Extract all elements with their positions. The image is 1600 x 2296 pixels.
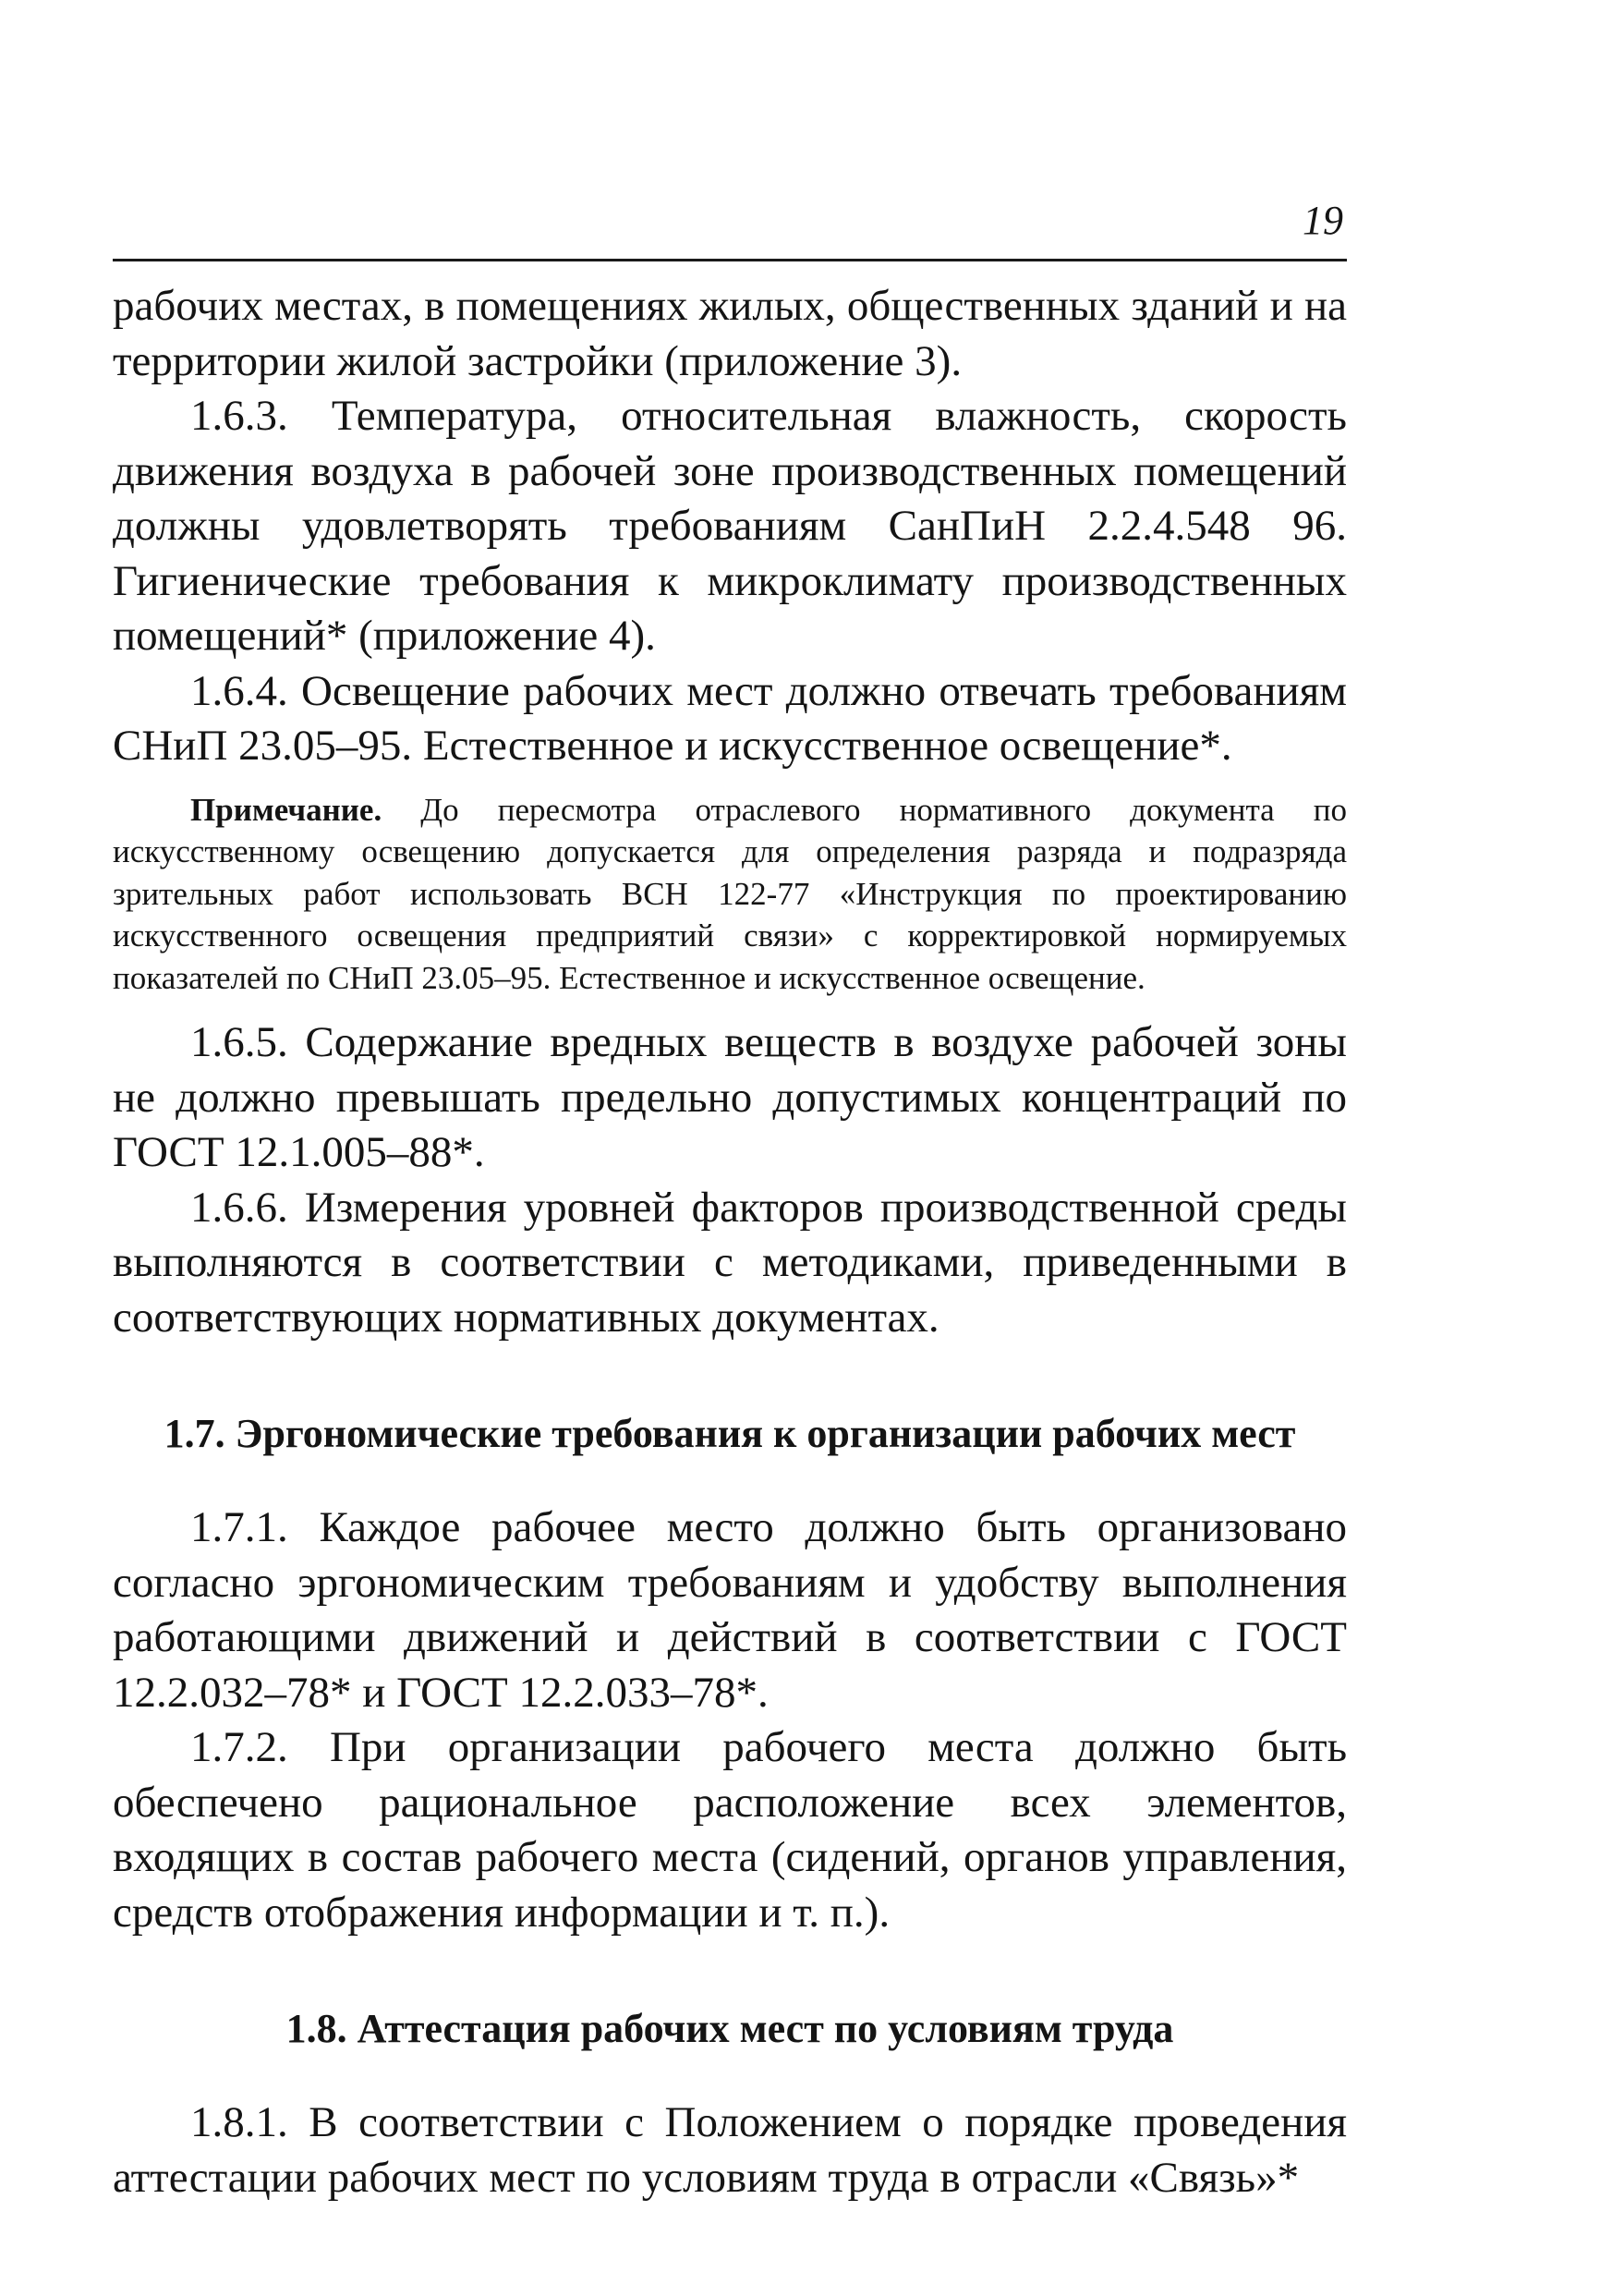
paragraph-1-7-2: 1.7.2. При организации рабочего места должно быть обеспечено рациональное расположение всех элементов, входящих в состав рабочего места (сидений, органов управления, средств отображения информации и т. п.). (113, 1723, 1347, 1937)
paragraph-1-6-6: 1.6.6. Измерения уровней факторов производственной среды выполняются в соответствии с методиками, приведенными в соответствующих нормативных документах. (113, 1183, 1347, 1342)
header-rule (113, 259, 1347, 261)
note-text: До пересмотра отраслевого нормативного документа по искусственному освещению допускается для определения разряда и подразряда зрительных работ использовать ВСН 122-77 «Инструкция по проектированию искусственного освещения предприятий связи» с корректировкой нормируемых показателей по СНиП 23.05–95. Естественное и искусственное освещение. (113, 791, 1347, 996)
section-heading-1-8: 1.8. Аттестация рабочих мест по условиям труда (285, 2006, 1174, 2051)
paragraph-1-7-1: 1.7.1. Каждое рабочее место должно быть организовано согласно эргономическим требованиям и удобству выполнения работающими движений и действий в соответствии с ГОСТ 12.2.032–78* и ГОСТ 12.2.033–78*. (113, 1503, 1347, 1717)
paragraph-continuation: рабочих местах, в помещениях жилых, общественных зданий и на территории жилой застройки (приложение 3). (113, 282, 1347, 385)
paragraph-1-6-5: 1.6.5. Содержание вредных веществ в воздухе рабочей зоны не должно превышать предельно допустимых концентраций по ГОСТ 12.1.005–88*. (113, 1018, 1347, 1176)
note-paragraph (113, 789, 1347, 1000)
section-heading-1-7: 1.7. Эргономические требования к организации рабочих мест (164, 1411, 1296, 1456)
page-content (113, 279, 1347, 2205)
paragraph-1-6-4: 1.6.4. Освещение рабочих мест должно отвечать требованиям СНиП 23.05–95. Естественное и искусственное освещение*. (113, 666, 1347, 770)
page-number: 19 (1303, 198, 1343, 243)
paragraph-1-6-3: 1.6.3. Температура, относительная влажность, скорость движения воздуха в рабочей зоне производственных помещений должны удовлетворять требованиям СанПиН 2.2.4.548 96. Гигиенические требования к микроклимату производственных помещений* (приложение 4). (113, 392, 1347, 660)
note-label: Примечание. (190, 791, 382, 828)
paragraph-1-8-1: 1.8.1. В соответствии с Положением о порядке проведения аттестации рабочих мест по условиям труда в отрасли «Связь»* (113, 2098, 1347, 2202)
